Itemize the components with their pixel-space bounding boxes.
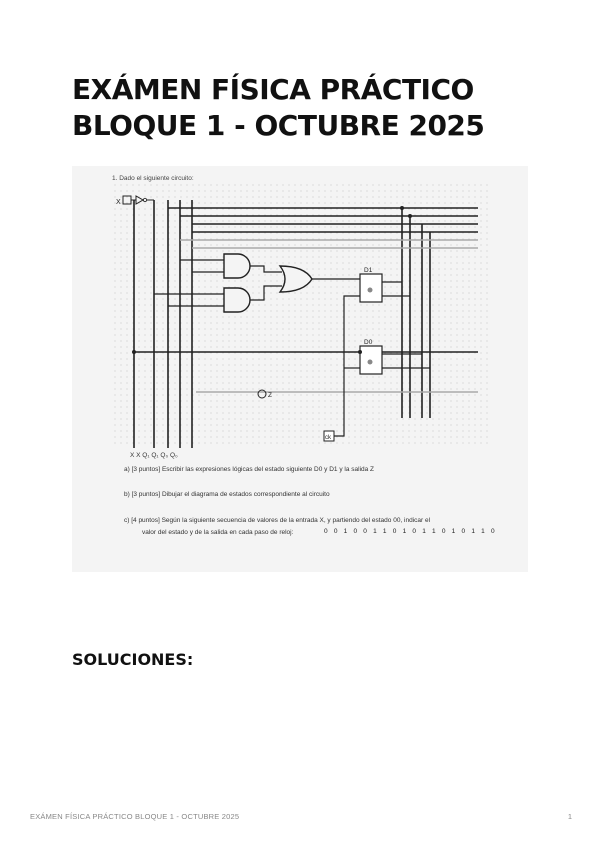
question-c-line2: valor del estado y de la salida en cada paso de reloj:: [142, 529, 294, 536]
exercise-intro: 1. Dado el siguiente circuito:: [112, 175, 194, 182]
question-b: b) [3 puntos] Dibujar el diagrama de estados correspondiente al circuito: [124, 491, 330, 498]
document-title: [72, 72, 572, 144]
and-gate-lower: [224, 288, 250, 312]
input-x-label: X: [116, 199, 121, 206]
output-z-label: Z: [268, 392, 272, 399]
solutions-heading: SOLUCIONES:: [72, 650, 194, 669]
bus-labels: X X Q₁ Q₁ Q₀ Q₀: [130, 452, 178, 459]
input-sequence: 0 0 1 0 0 1 1 0 1 0 1 1 0 1 0 1 1 0: [324, 528, 497, 535]
title-line-1: EXÁMEN FÍSICA PRÁCTICO: [72, 73, 474, 106]
page-number: 1: [567, 812, 572, 821]
exercise-scan: [72, 166, 528, 572]
flipflop-d0-label: D0: [364, 339, 373, 346]
and-gate-upper: [224, 254, 250, 278]
flipflop-d1-label: D1: [364, 267, 373, 274]
flipflop-d1-clock-mark: [368, 288, 373, 293]
question-a: a) [3 puntos] Escribir las expresiones lógicas del estado siguiente D0 y D1 y la salida Z: [124, 466, 375, 473]
flipflop-d0-clock-mark: [368, 360, 373, 365]
title-line-2: BLOQUE 1 - OCTUBRE 2025: [72, 109, 485, 142]
clock-label: ck: [325, 435, 331, 441]
circuit-diagram: [72, 166, 528, 572]
page-footer: EXÁMEN FÍSICA PRÁCTICO BLOQUE 1 - OCTUBRE 2025: [30, 812, 240, 821]
question-c-line1: c) [4 puntos] Según la siguiente secuencia de valores de la entrada X, y partiendo del estado 00, indicar el: [124, 517, 431, 524]
